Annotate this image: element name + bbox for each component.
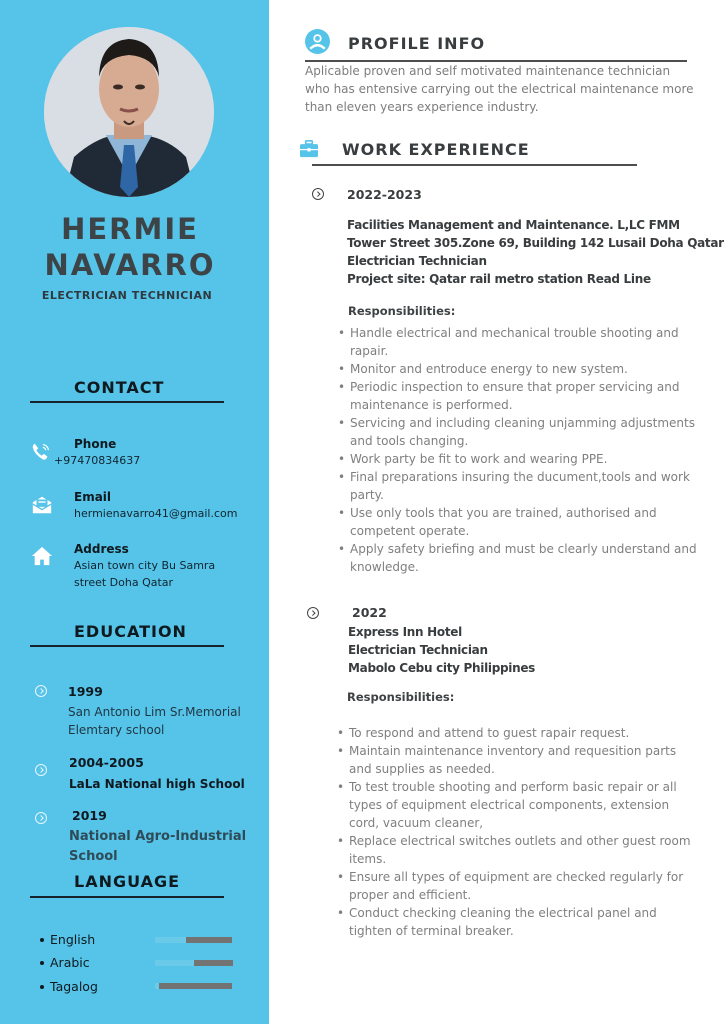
job-role: ELECTRICIAN TECHNICIAN [41, 289, 213, 302]
language-name: English [50, 932, 96, 947]
work-experience-title: WORK EXPERIENCE [342, 140, 530, 159]
responsibility-item: • Servicing and including cleaning unjamming adjustments and tools changing. [338, 414, 698, 450]
education-title: EDUCATION [74, 622, 187, 641]
user-icon [305, 29, 330, 54]
responsibility-item: • Maintain maintenance inventory and requesition parts and supplies as needed. [337, 742, 697, 778]
phone-label: Phone [74, 437, 117, 451]
responsibility-item: • To test trouble shooting and perform basic repair or all types of equipment electrical components, extension cord, vacuum cleaner, [337, 778, 697, 832]
profile-photo [44, 27, 214, 197]
address-label: Address [74, 542, 129, 556]
responsibility-item: • Monitor and entroduce energy to new system. [338, 360, 698, 378]
job-position: Electrician Technician [347, 254, 487, 268]
responsibility-item: • Work party be fit to work and wearing PPE. [338, 450, 698, 468]
language-name: Arabic [50, 955, 90, 970]
address-value: Asian town city Bu Samra street Doha Qatar [74, 559, 216, 589]
language-level-fill [186, 937, 232, 943]
phone-icon [30, 441, 52, 463]
responsibility-item: • Replace electrical switches outlets and other guest room items. [337, 832, 697, 868]
timeline-chevron-icon [35, 685, 47, 697]
language-level-bar [155, 983, 232, 989]
language-title: LANGUAGE [74, 872, 181, 891]
responsibility-item: • Periodic inspection to ensure that proper servicing and maintenance is performed. [338, 378, 698, 414]
profile-photo-image [44, 27, 214, 197]
language-level-fill [194, 960, 233, 966]
education-year: 1999 [68, 684, 103, 699]
job-address: Tower Street 305.Zone 69, Building 142 Lusail Doha Qatar [347, 236, 724, 250]
language-level-bar [155, 937, 232, 943]
bullet [40, 961, 44, 965]
language-level-fill [159, 983, 232, 989]
contact-divider [30, 401, 224, 403]
responsibility-item: • Use only tools that you are trained, authorised and competent operate. [338, 504, 698, 540]
education-school: San Antonio Lim Sr.Memorial Elemtary school [68, 705, 241, 737]
responsibility-item: • To respond and attend to guest rapair request. [337, 724, 697, 742]
language-level-bar [155, 960, 233, 966]
responsibilities-label: Responsibilities: [347, 690, 455, 704]
bullet [40, 938, 44, 942]
responsibilities-list [338, 324, 698, 576]
education-divider [30, 645, 224, 647]
main-content [269, 0, 724, 1024]
job-position: Electrician Technician [348, 643, 488, 657]
email-label: Email [74, 490, 112, 504]
responsibilities-list [337, 724, 697, 940]
timeline-chevron-icon [307, 607, 319, 619]
timeline-chevron-icon [312, 188, 324, 200]
bullet [40, 985, 44, 989]
education-year: 2004-2005 [69, 755, 144, 770]
responsibility-item: • Ensure all types of equipment are checked regularly for proper and efficient. [337, 868, 697, 904]
home-icon [31, 545, 53, 567]
responsibility-item: • Apply safety briefing and must be clearly understand and knowledge. [338, 540, 698, 576]
education-school: National Agro-Industrial School [69, 829, 247, 864]
contact-title: CONTACT [74, 378, 165, 397]
education-school: LaLa National high School [69, 777, 245, 791]
responsibilities-label: Responsibilities: [348, 304, 456, 318]
last-name: NAVARRO [44, 248, 216, 282]
language-name: Tagalog [50, 979, 98, 994]
email-icon [31, 494, 53, 516]
job-company: Express Inn Hotel [348, 625, 462, 639]
job-year: 2022 [352, 605, 387, 620]
sidebar [0, 0, 269, 1024]
profile-summary: Aplicable proven and self motivated maintenance technician who has entensive carrying out the electrical maintenance more than eleven years experience industry. [305, 64, 694, 114]
job-project: Project site: Qatar rail metro station Read Line [347, 272, 651, 286]
email-value[interactable]: hermienavarro41@gmail.com [74, 507, 238, 520]
first-name: HERMIE [61, 212, 199, 246]
responsibility-item: • Final preparations insuring the ducument,tools and work party. [338, 468, 698, 504]
responsibility-item: • Handle electrical and mechanical trouble shooting and rapair. [338, 324, 698, 360]
work-experience-divider [312, 164, 637, 166]
profile-info-title: PROFILE INFO [348, 34, 486, 53]
briefcase-icon [299, 140, 319, 158]
job-year: 2022-2023 [347, 187, 422, 202]
job-location: Mabolo Cebu city Philippines [348, 661, 536, 675]
timeline-chevron-icon [35, 812, 47, 824]
responsibility-item: • Conduct checking cleaning the electrical panel and tighten of terminal breaker. [337, 904, 697, 940]
timeline-chevron-icon [35, 764, 47, 776]
education-year: 2019 [72, 808, 107, 823]
phone-value[interactable]: +97470834637 [54, 454, 141, 467]
job-company: Facilities Management and Maintenance. L,LC FMM [347, 218, 680, 232]
language-divider [30, 896, 224, 898]
